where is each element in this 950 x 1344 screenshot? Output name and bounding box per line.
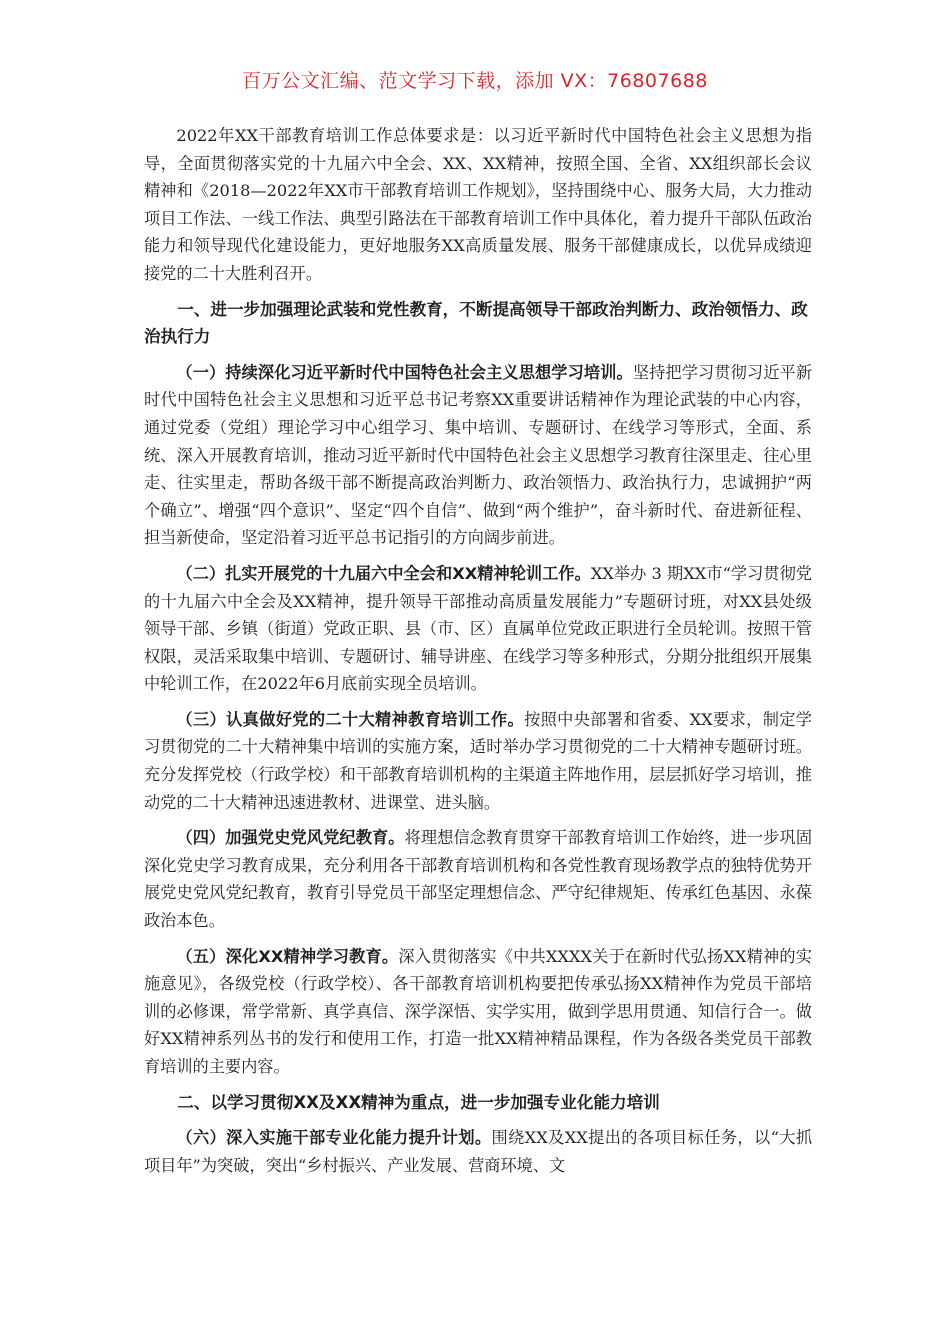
section-1-item-4	[144, 824, 812, 934]
item-lead: （五）深化XX精神学习教育。	[176, 946, 399, 966]
item-body: XX举办 3 期XX市“学习贯彻党的十九届六中全会及XX精神，提升领导干部推动高质量发展能力”专题研讨班，对XX县处级领导干部、乡镇（街道）党政正职、县（市、区）直属单位党政正职进行全员轮训。按照干管权限，灵活采取集中培训、专题研讨、辅导讲座、在线学习等多种形式，分期分批组织开展集中轮训工作，在2022年6月底前实现全员培训。	[144, 563, 812, 694]
item-lead: （二）扎实开展党的十九届六中全会和XX精神轮训工作。	[176, 563, 591, 583]
item-body: 围绕XX及XX提出的各项目标任务，以“大抓项目年”为突破，突出“乡村振兴、产业发展、营商环境、文	[144, 1128, 813, 1175]
watermark-banner: 百万公文汇编、范文学习下载，添加 VX：76807688	[242, 70, 708, 92]
section-1-item-5	[144, 943, 812, 1081]
section-2-item-1	[144, 1124, 812, 1179]
item-lead: （一）持续深化习近平新时代中国特色社会主义思想学习培训。	[176, 362, 633, 382]
intro-paragraph: 2022年XX干部教育培训工作总体要求是：以习近平新时代中国特色社会主义思想为指导，全面贯彻落实党的十九届六中全会、XX、XX精神，按照全国、全省、XX组织部长会议精神和《2018—2022年XX市干部教育培训工作规划》，坚持围绕中心、服务大局，大力推动项目工作法、一线工作法、典型引路法在干部教育培训工作中具体化，着力提升干部队伍政治能力和领导现代化建设能力，更好地服务XX高质量发展、服务干部健康成长，以优异成绩迎接党的二十大胜利召开。	[144, 126, 812, 283]
item-body: 将理想信念教育贯穿干部教育培训工作始终，进一步巩固深化党史学习教育成果，充分利用各干部教育培训机构和各党性教育现场教学点的独特优势开展党史党风党纪教育，教育引导党员干部坚定理想信念、严守纪律规矩、传承红色基因、永葆政治本色。	[144, 828, 813, 931]
item-body: 深入贯彻落实《中共XXXX关于在新时代弘扬XX精神的实施意见》，各级党校（行政学校）、各干部教育培训机构要把传承弘扬XX精神作为党员干部培训的必修课，常学常新、真学真信、深学深悟、实学实用，做到学思用贯通、知信行合一。做好XX精神系列丛书的发行和使用工作，打造一批XX精神精品课程，作为各级各类党员干部教育培训的主要内容。	[144, 946, 812, 1076]
document-body	[144, 122, 812, 1187]
section-2-heading: 二、以学习贯彻XX及XX精神为重点，进一步加强专业化能力培训	[177, 1092, 660, 1112]
item-body: 坚持把学习贯彻习近平新时代中国特色社会主义思想和习近平总书记考察XX重要讲话精神作为理论武装的中心内容，通过党委（党组）理论学习中心组学习、集中培训、专题研讨、在线学习等形式，全面、系统、深入开展教育培训，推动习近平新时代中国特色社会主义思想学习教育往深里走、往心里走、往实里走，帮助各级干部不断提高政治判断力、政治领悟力、政治执行力，忠诚拥护“两个确立”、增强“四个意识”、坚定“四个自信”、做到“两个维护”，奋斗新时代、奋进新征程、担当新使命，坚定沿着习近平总书记指引的方向阔步前进。	[144, 362, 813, 548]
item-lead: （三）认真做好党的二十大精神教育培训工作。	[176, 709, 525, 729]
item-body: 按照中央部署和省委、XX要求，制定学习贯彻党的二十大精神集中培训的实施方案，适时举办学习贯彻党的二十大精神专题研讨班。充分发挥党校（行政学校）和干部教育培训机构的主渠道主阵地作用，层层抓好学习培训，推动党的二十大精神迅速进教材、进课堂、进头脑。	[144, 709, 812, 812]
section-1-item-1	[144, 359, 812, 552]
section-1-item-2	[144, 560, 812, 698]
section-1-item-3	[144, 706, 812, 816]
item-lead: （四）加强党史党风党纪教育。	[176, 828, 405, 848]
item-lead: （六）深入实施干部专业化能力提升计划。	[176, 1128, 492, 1148]
section-1-heading: 一、进一步加强理论武装和党性教育，不断提高领导干部政治判断力、政治领悟力、政治执行力	[144, 299, 808, 347]
